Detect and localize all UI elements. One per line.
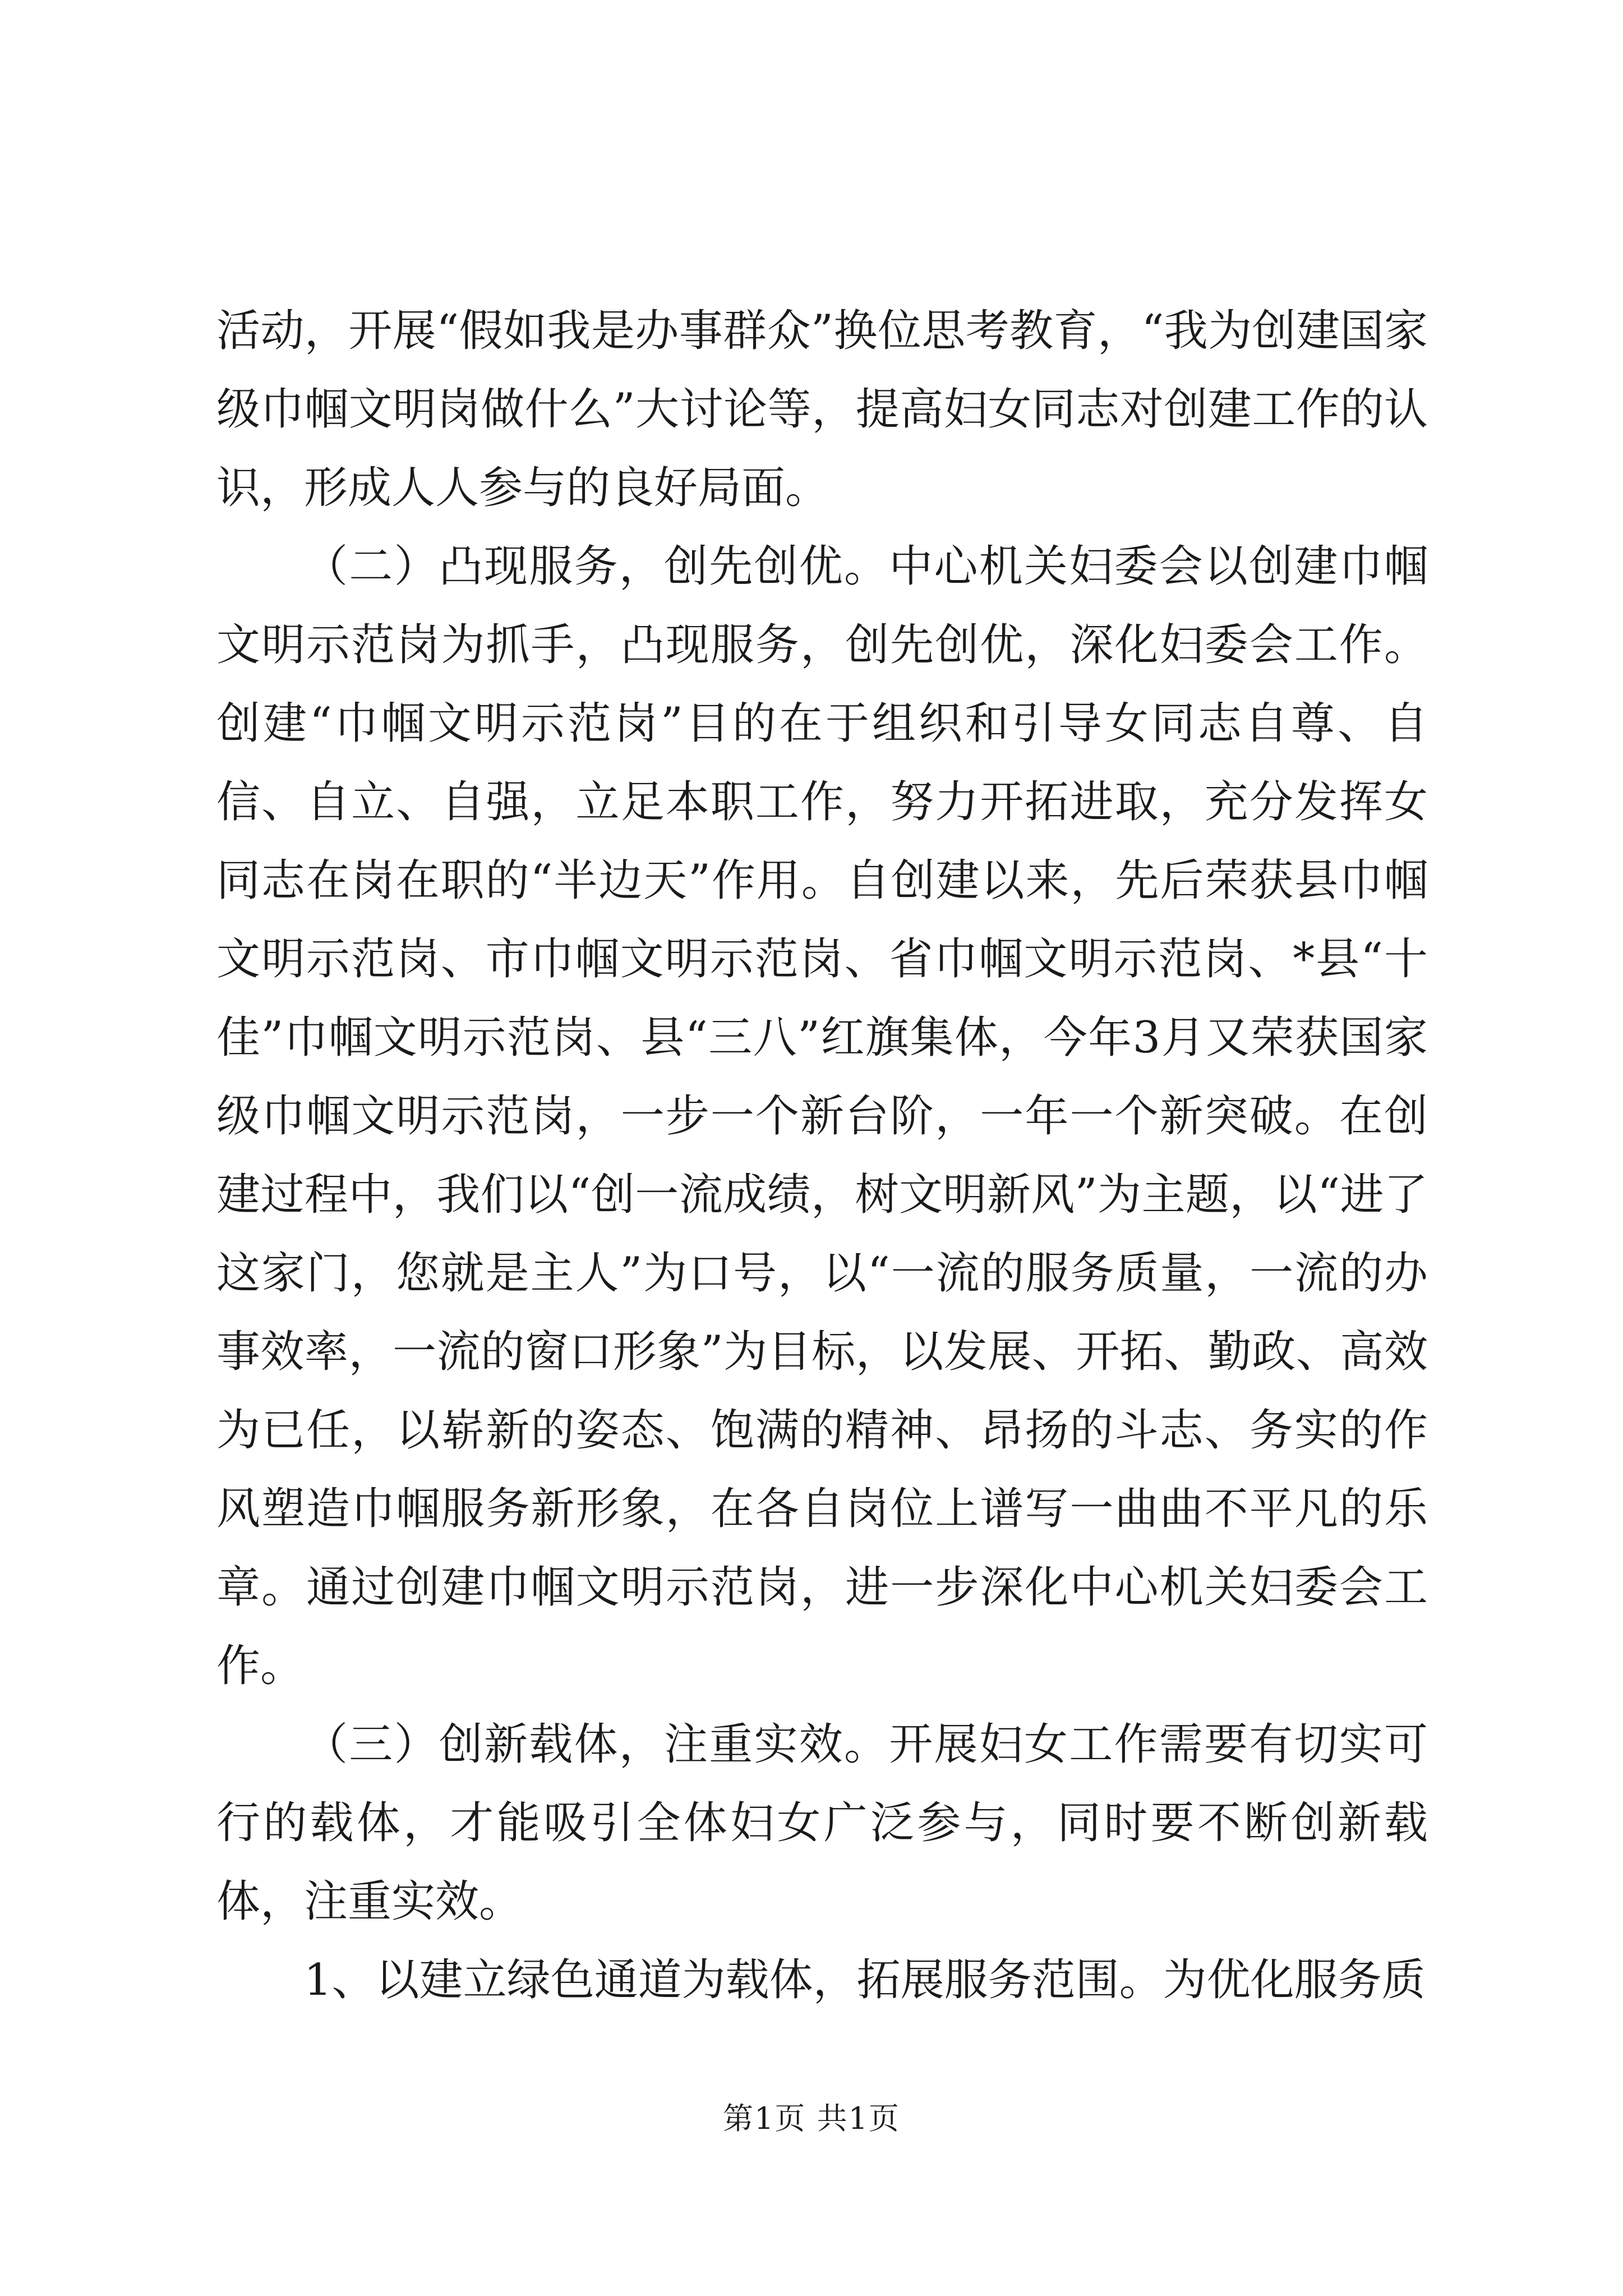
page-footer: 第1页 共1页 [723, 2101, 900, 2136]
paragraph-section-three: （三）创新载体，注重实效。开展妇女工作需要有切实可行的载体，才能吸引全体妇女广泛参与，同时要不断创新载体，注重实效。 [216, 1719, 1428, 1927]
paragraph-section-two: （二）凸现服务，创先创优。中心机关妇委会以创建巾帼文明示范岗为抓手，凸现服务，创先创优，深化妇委会工作。创建“巾帼文明示范岗”目的在于组织和引导女同志自尊、自信、自立、自强，立足本职工作，努力开拓进取，充分发挥女同志在岗在职的“半边天”作用。自创建以来，先后荣获县巾帼文明示范岗、市巾帼文明示范岗、省巾帼文明示范岗、*县“十佳”巾帼文明示范岗、县“三八”红旗集体，今年3月又荣获国家级巾帼文明示范岗，一步一个新台阶，一年一个新突破。在创建过程中，我们以“创一流成绩，树文明新风”为主题，以“进了这家门，您就是主人”为口号，以“一流的服务质量，一流的办事效率，一流的窗口形象”为目标，以发展、开拓、勤政、高效为已任，以崭新的姿态、饱满的精神、昂扬的斗志、务实的作风塑造巾帼服务新形象，在各自岗位上谱写一曲曲不平凡的乐章。通过创建巾帼文明示范岗，进一步深化中心机关妇委会工作。 [216, 541, 1428, 1691]
paragraph-item-one: 1、以建立绿色通道为载体，拓展服务范围。为优化服务质 [304, 1955, 1426, 2005]
paragraph-continuation: 活动，开展“假如我是办事群众”换位思考教育，“我为创建国家级巾帼文明岗做什么”大讨论等，提高妇女同志对创建工作的认识，形成人人参与的良好局面。 [216, 306, 1428, 513]
document-body [216, 292, 1428, 2019]
